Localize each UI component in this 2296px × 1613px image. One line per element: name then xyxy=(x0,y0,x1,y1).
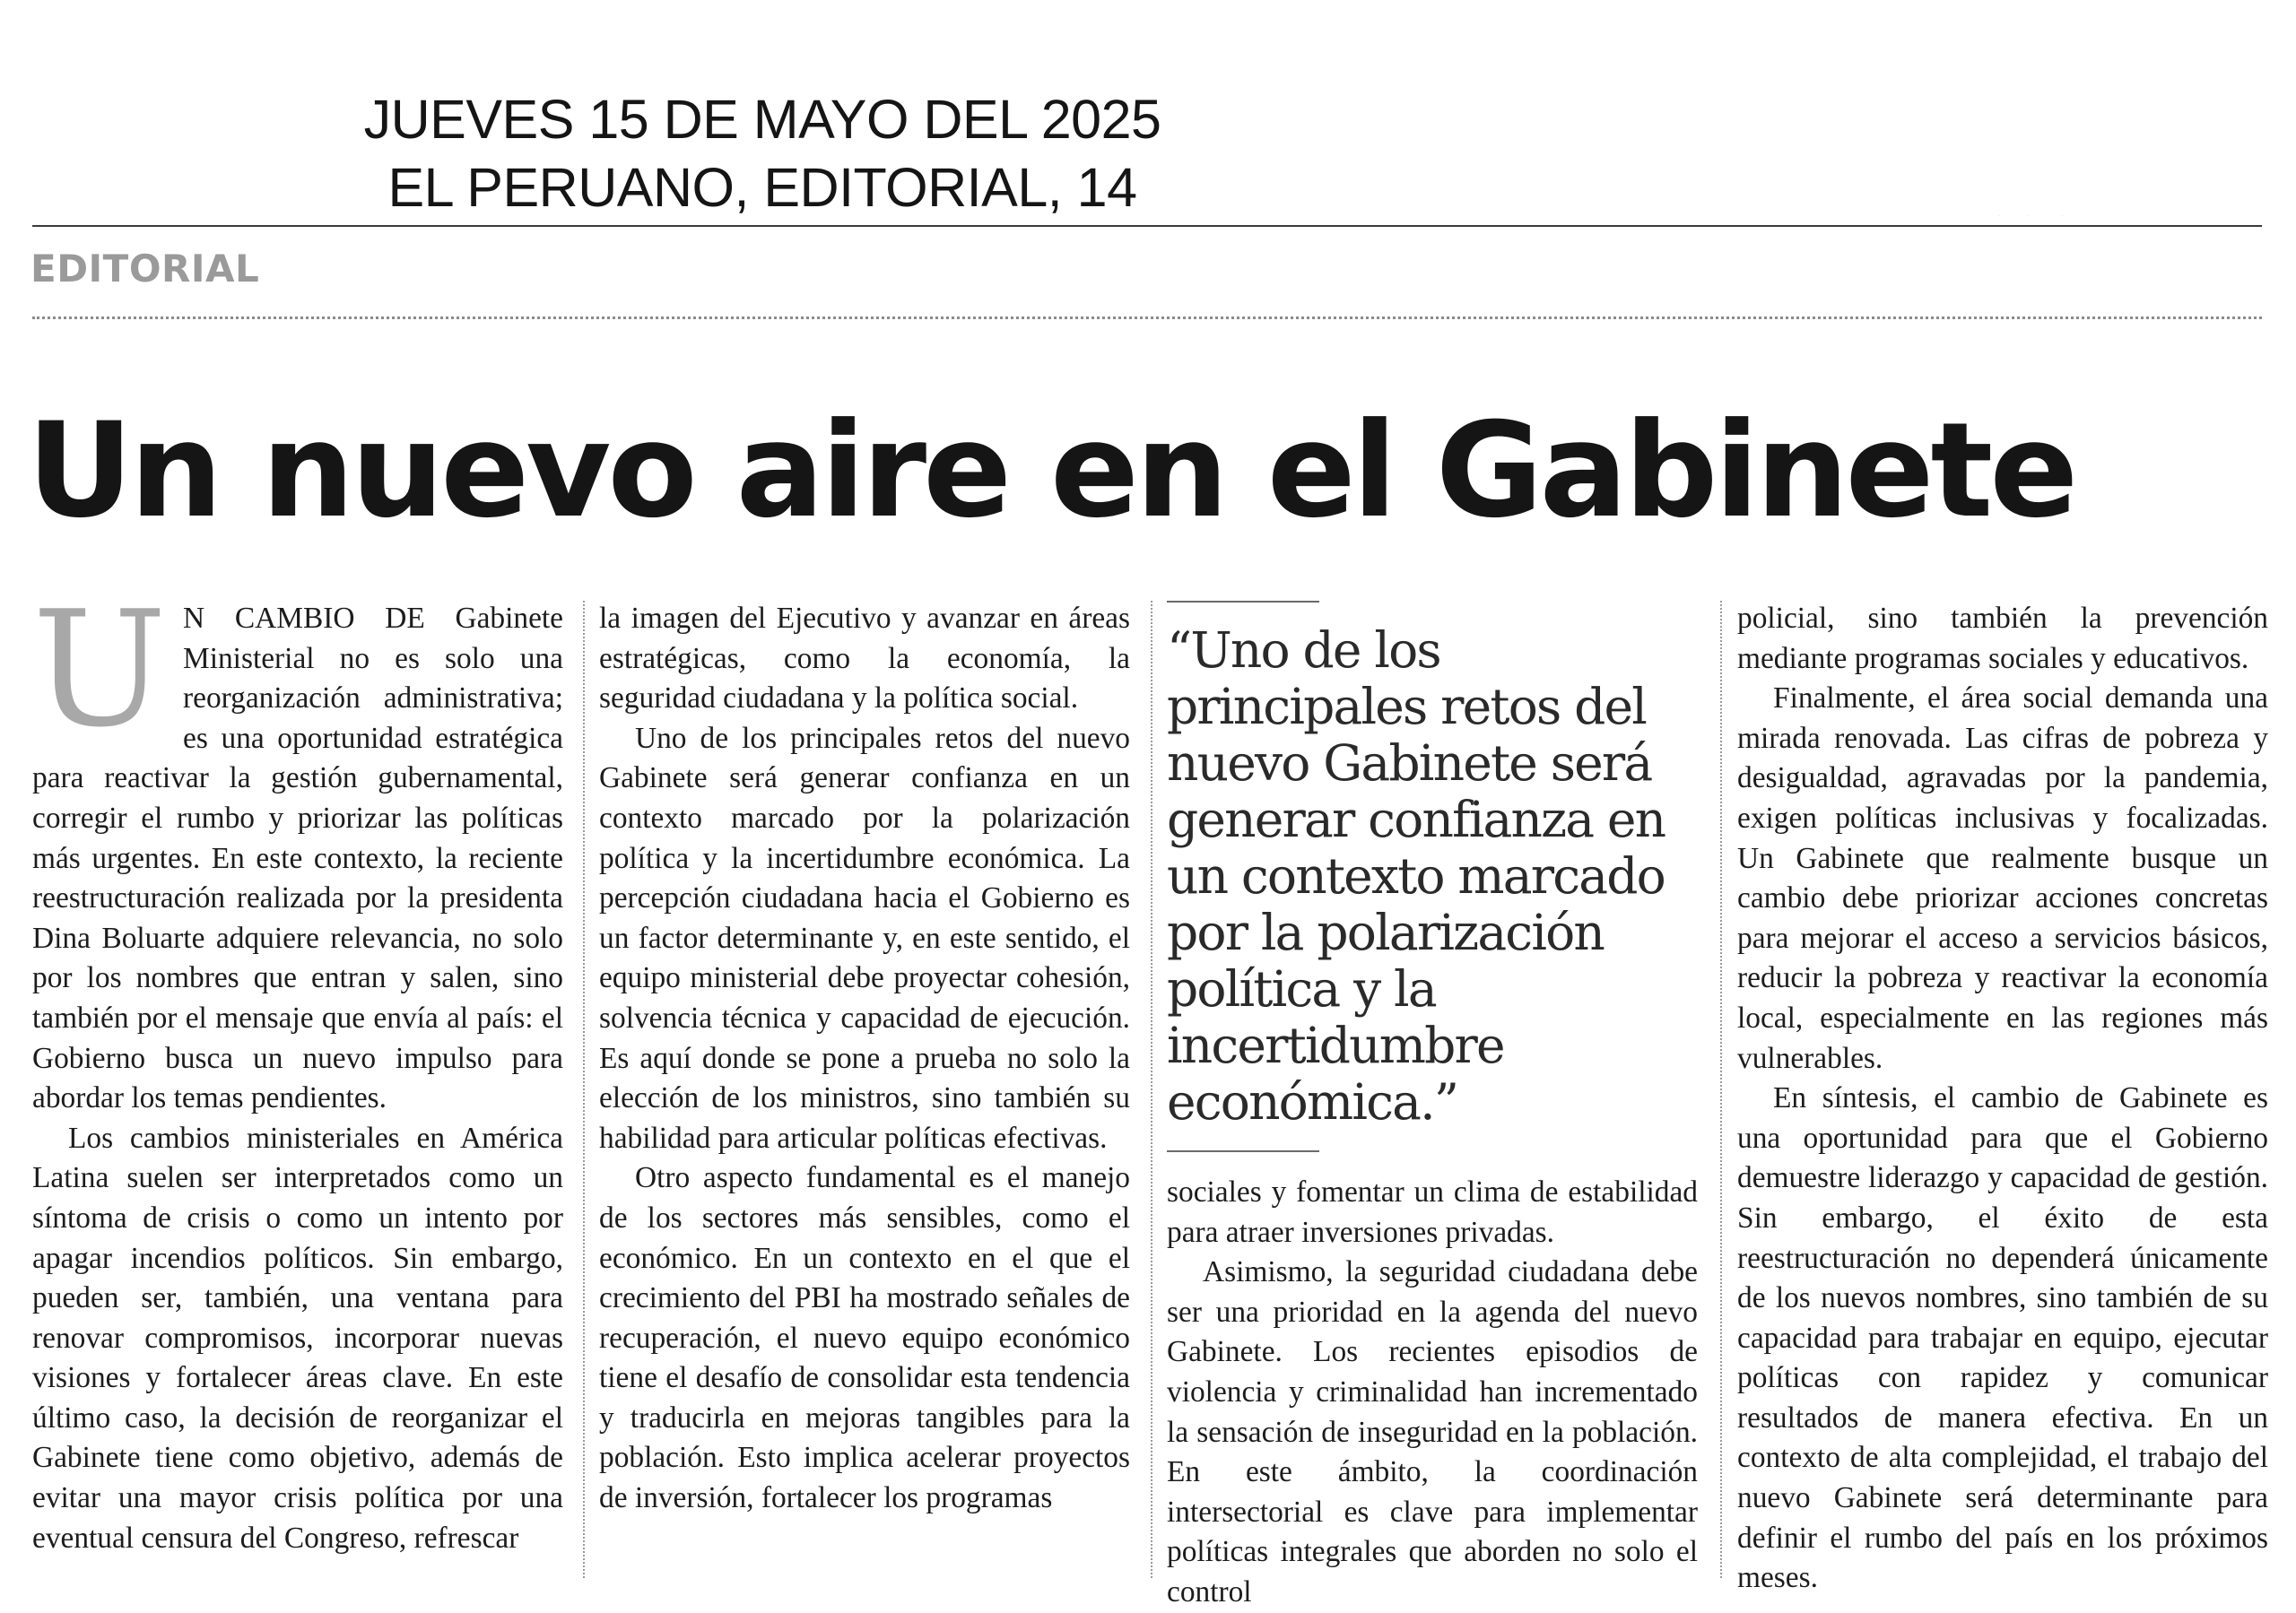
page-header xyxy=(0,85,1525,221)
source-line: EL PERUANO, EDITORIAL, 14 xyxy=(387,157,1137,218)
pull-quote-text: “Uno de los principales retos del nuevo Gabinete será generar confianza en un contexto marcado por la polarización política y la incertidumbre económica.” xyxy=(1167,621,1665,1131)
pull-quote-rule-top xyxy=(1167,601,1319,603)
paragraph: policial, sino también la prevención mediante programas sociales y educativos. xyxy=(1737,602,2268,675)
article-column-1 xyxy=(32,577,563,1558)
paragraph: Uno de los principales retos del nuevo Gabinete será generar confianza en un contexto marcado por la polarización política y la incertidumbre económica. La percepción ciudadana hacia el Gobierno es un factor determinante y, en este sentido, el equipo ministerial debe proyectar cohesión, solvencia técnica y capacidad de ejecución. Es aquí donde se pone a prueba no solo la elección de los ministros, sino también su habilidad para articular políticas efectivas. xyxy=(599,721,1130,1155)
date-line: JUEVES 15 DE MAYO DEL 2025 xyxy=(363,89,1161,150)
article-column-4 xyxy=(1737,599,2268,1599)
article-column-2 xyxy=(599,599,1130,1519)
article-column-3 xyxy=(1167,1173,1698,1613)
column-divider xyxy=(1151,601,1152,1578)
paragraph: U N CAMBIO DE Gabinete Ministerial no es solo una reorganización administrativa; es una oportunidad estratégica para reactivar la gestión gubernamental, corregir el rumbo y priorizar las políticas más urgentes. En este contexto, la reciente reestructuración realizada por la presidenta Dina Boluarte adquiere relevancia, no solo por los nombres que entran y salen, sino también por el mensaje que envía al país: el Gobierno busca un nuevo impulso para abordar los temas pendientes. xyxy=(32,577,563,1115)
column-divider xyxy=(583,601,585,1578)
column-divider xyxy=(1720,601,1722,1578)
pull-quote xyxy=(1167,601,1705,1152)
paragraph: Los cambios ministeriales en América Latina suelen ser interpretados como un síntoma de crisis o como un intento por apagar incendios políticos. Sin embargo, pueden ser, también, una ventana para renovar compromisos, incorporar nuevas visiones y fortalecer áreas clave. En este último caso, la decisión de reorganizar el Gabinete tiene como objetivo, además de evitar una mayor crisis política por una eventual censura del Congreso, refrescar xyxy=(32,1121,563,1555)
paragraph: Asimismo, la seguridad ciudadana debe ser una prioridad en la agenda del nuevo Gabinete. Los recientes episodios de violencia y criminalidad han incrementado la sensación de inseguridad en la población. En este ámbito, la coordinación intersectorial es clave para implementar políticas integrales que aborden no solo el control xyxy=(1167,1255,1698,1609)
headline: Un nuevo aire en el Gabinete xyxy=(27,395,2075,547)
paragraph: la imagen del Ejecutivo y avanzar en áreas estratégicas, como la economía, la seguridad ciudadana y la política social. xyxy=(599,602,1130,715)
paragraph: En síntesis, el cambio de Gabinete es una oportunidad para que el Gobierno demuestre liderazgo y capacidad de gestión. Sin embargo, el éxito de esta reestructuración no dependerá únicamente de los nuevos nombres, sino también de su capacidad para trabajar en equipo, ejecutar políticas con rapidez y comunicar resultados de manera efectiva. En un contexto de alta complejidad, el trabajo del nuevo Gabinete será determinante para definir el rumbo del país en los próximos meses. xyxy=(1737,1081,2268,1595)
drop-cap: U xyxy=(32,577,168,762)
section-divider xyxy=(32,317,2262,319)
header-rule xyxy=(32,225,2262,227)
paragraph: sociales y fomentar un clima de estabilidad para atraer inversiones privadas. xyxy=(1167,1175,1698,1249)
paragraph: Finalmente, el área social demanda una mirada renovada. Las cifras de pobreza y desigualdad, agravadas por la pandemia, exigen políticas inclusivas y focalizadas. Un Gabinete que realmente busque un cambio debe priorizar acciones concretas para mejorar el acceso a servicios básicos, reducir la pobreza y reactivar la economía local, especialmente en las regiones más vulnerables. xyxy=(1737,681,2268,1075)
paragraph: Otro aspecto fundamental es el manejo de los sectores más sensibles, como el económico. En un contexto en el que el crecimiento del PBI ha mostrado señales de recuperación, el nuevo equipo económico tiene el desafío de consolidar esta tendencia y traducirla en mejoras tangibles para la población. Esto implica acelerar proyectos de inversión, fortalecer los programas xyxy=(599,1161,1130,1515)
section-label: EDITORIAL xyxy=(30,247,260,291)
print-marks: · · · xyxy=(1998,213,2064,219)
pull-quote-rule-bottom xyxy=(1167,1150,1319,1152)
